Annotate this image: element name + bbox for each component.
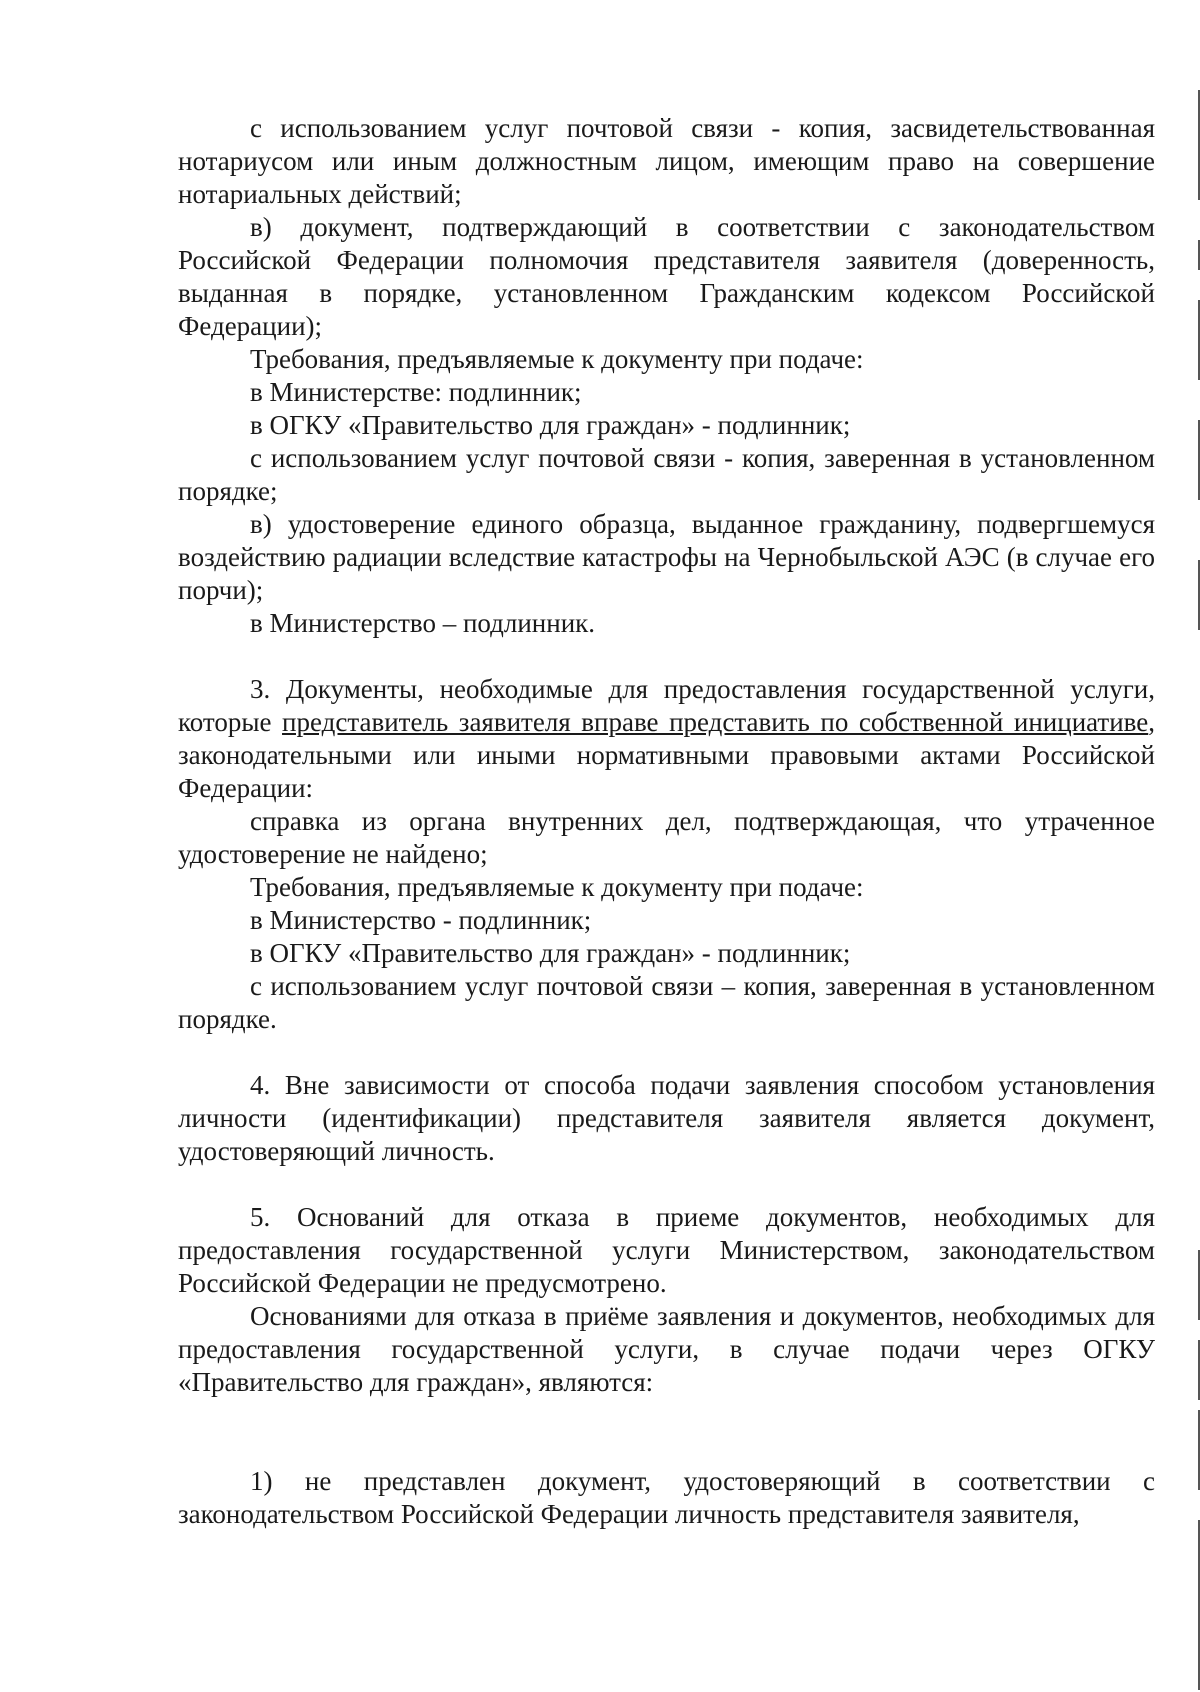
paragraph-section-3	[178, 673, 1155, 805]
paragraph-postal-copy-1: с использованием услуг почтовой связи - копия, заверенная в установленном порядке;	[178, 443, 1155, 506]
paragraph-ministry-original-1: в Министерстве: подлинник;	[250, 377, 582, 407]
section-3-underlined: представитель заявителя вправе представить по собственной инициативе	[282, 707, 1149, 737]
spacer	[178, 640, 1155, 673]
paragraph-section-5: 5. Оснований для отказа в приеме документов, необходимых для предоставления государственной услуги Министерством, законодательством Российской Федерации не предусмотрено.	[178, 1202, 1155, 1298]
paragraph-ground-1: 1) не представлен документ, удостоверяющий в соответствии с законодательством Российской Федерации личность представителя заявителя,	[178, 1466, 1155, 1529]
spacer	[178, 1036, 1155, 1069]
paragraph-requirements-heading-1: Требования, предъявляемые к документу при подаче:	[250, 344, 864, 374]
paragraph-ogku-original-2: в ОГКУ «Правительство для граждан» - подлинник;	[250, 938, 851, 968]
document-body	[178, 112, 1155, 1531]
paragraph-ministry-original-2: в Министерство – подлинник.	[250, 608, 596, 638]
paragraph-item-v-power-of-attorney: в) документ, подтверждающий в соответствии с законодательством Российской Федерации полномочия представителя заявителя (доверенность, выданная в порядке, установленном Гражданским кодексом Российской Федерации);	[178, 212, 1155, 341]
paragraph-police-certificate: справка из органа внутренних дел, подтверждающая, что утраченное удостоверение не найдено;	[178, 806, 1155, 869]
paragraph-postal-copy-notary: с использованием услуг почтовой связи - копия, засвидетельствованная нотариусом или иным должностным лицом, имеющим право на совершение нотариальных действий;	[178, 113, 1155, 209]
paragraph-requirements-heading-2: Требования, предъявляемые к документу при подаче:	[250, 872, 864, 902]
paragraph-ministry-original-3: в Министерство - подлинник;	[250, 905, 592, 935]
paragraph-postal-copy-2: с использованием услуг почтовой связи – копия, заверенная в установленном порядке.	[178, 971, 1155, 1034]
paragraph-section-4: 4. Вне зависимости от способа подачи заявления способом установления личности (идентификации) представителя заявителя является документ, удостоверяющий личность.	[178, 1070, 1155, 1166]
spacer	[178, 1399, 1155, 1465]
section-3-end: , законодательными или иными нормативными правовыми актами Российской Федерации:	[178, 707, 1155, 803]
section-3-start: 3. Документы, необходимые для предоставления государственной услуги, которые	[178, 674, 1155, 737]
spacer	[178, 1168, 1155, 1201]
paragraph-item-v-certificate: в) удостоверение единого образца, выданное гражданину, подвергшемуся воздействию радиации вследствие катастрофы на Чернобыльской АЭС (в случае его порчи);	[178, 509, 1155, 605]
paragraph-refusal-grounds: Основаниями для отказа в приёме заявления и документов, необходимых для предоставления государственной услуги, в случае подачи через ОГКУ «Правительство для граждан», являются:	[178, 1301, 1155, 1397]
paragraph-ogku-original-1: в ОГКУ «Правительство для граждан» - подлинник;	[250, 410, 851, 440]
